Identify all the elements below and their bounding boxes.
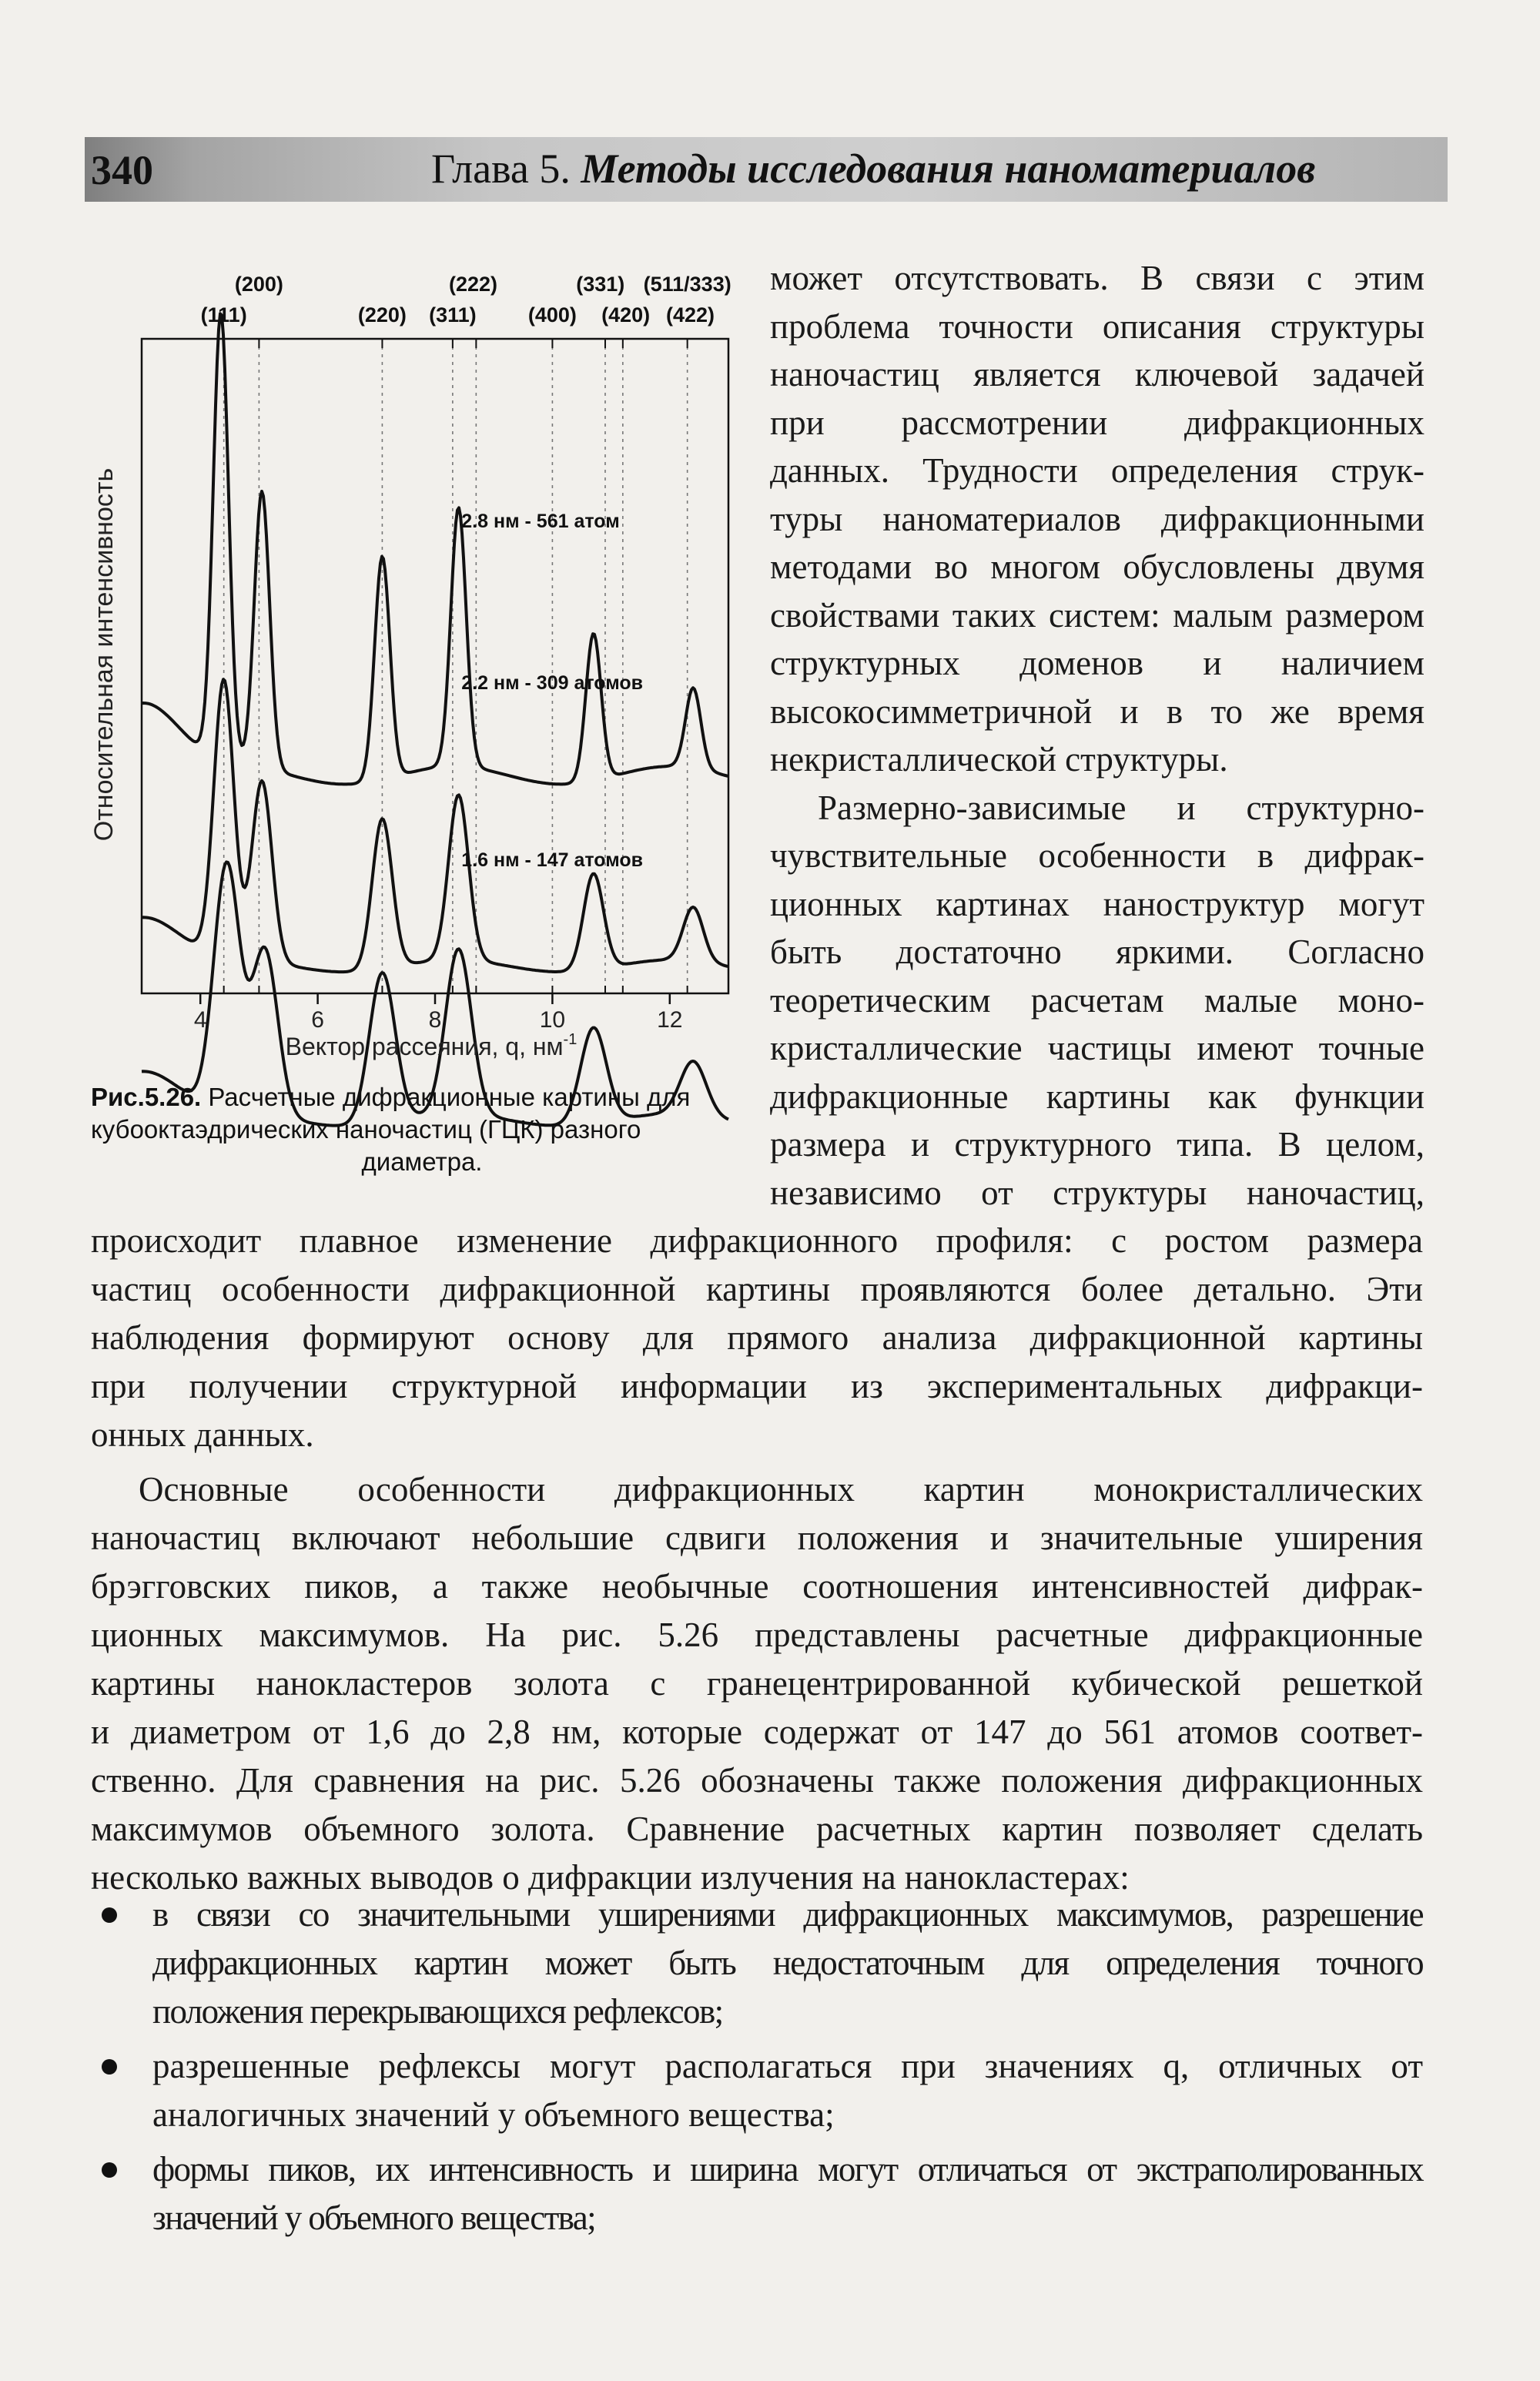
diffraction-figure <box>77 254 755 1060</box>
bullet-line: разрешенные рефлексы могут располагаться при значениях q, отличных от <box>152 2047 1423 2085</box>
reflection-label-bottom: (311) <box>429 303 477 327</box>
bullet-list <box>91 1890 1423 2249</box>
right-column-line: независимо от структуры наночастиц, <box>770 1173 1424 1212</box>
reflection-label-top: (222) <box>449 273 498 296</box>
x-axis-label <box>286 1031 578 1060</box>
x-tick-label: 4 <box>193 1007 207 1033</box>
body-line: онных данных. <box>91 1415 314 1454</box>
reflection-label-bottom: (400) <box>527 303 577 327</box>
right-column-line: методами во многом обусловлены двумя <box>770 548 1424 586</box>
x-tick-label: 12 <box>657 1007 683 1033</box>
series-line <box>142 679 728 972</box>
caption-line-2: кубооктаэдрических наночастиц (ГЦК) разного <box>91 1115 641 1144</box>
page-number: 340 <box>91 147 153 193</box>
x-axis-label-text: Вектор рассеяния, q, нм <box>285 1033 564 1060</box>
body-line: максимумов объемного золота. Сравнение расчетных картин позволяет сделать <box>91 1810 1423 1848</box>
body-line: ционных максимумов. На рис. 5.26 представлены расчетные дифракционные <box>91 1616 1423 1654</box>
right-column-line: данных. Трудности определения струк- <box>770 451 1424 490</box>
right-column-line: быть достаточно яркими. Согласно <box>770 933 1424 971</box>
running-head <box>431 145 1315 193</box>
series-label: 1.6 нм - 147 атомов <box>461 849 644 871</box>
reflection-label-top: (200) <box>234 273 283 296</box>
body-line: при получении структурной информации из экспериментальных дифракци- <box>91 1367 1423 1405</box>
right-column-line: высокосимметричной и в то же время <box>770 692 1424 731</box>
body-line: Основные особенности дифракционных картин монокристаллических <box>139 1470 1423 1509</box>
x-tick-label: 10 <box>539 1007 566 1033</box>
body-line: происходит плавное изменение дифракционного профиля: с ростом размера <box>91 1221 1423 1260</box>
body-line: наночастиц включают небольшие сдвиги положения и значительные уширения <box>91 1519 1423 1557</box>
y-axis-label: Относительная интенсивность <box>89 467 119 842</box>
bullet-line: формы пиков, их интенсивность и ширина могут отличаться от экстраполированных <box>152 2150 1423 2188</box>
bullet-item <box>91 2145 1423 2242</box>
diffraction-chart <box>77 254 755 1060</box>
right-column-line: проблема точности описания структуры <box>770 306 1424 346</box>
bullet-dot-icon <box>102 2059 117 2075</box>
chapter-title: Методы исследования наноматериалов <box>581 146 1316 192</box>
caption-number: Рис.5.26. <box>91 1083 202 1111</box>
reflection-label-bottom: (422) <box>665 303 715 327</box>
right-column-line: размера и структурного типа. В целом, <box>770 1125 1424 1164</box>
bullet-line: в связи со значительными уширениями дифракционных максимумов, разрешение <box>152 1895 1423 1934</box>
right-column-line: кристаллические частицы имеют точные <box>770 1029 1424 1067</box>
bullet-line: дифракционных картин может быть недостаточным для определения точного <box>152 1944 1423 1982</box>
body-line: брэгговских пиков, а также необычные соотношения интенсивностей дифрак- <box>91 1567 1423 1606</box>
caption-line-3: диаметра. <box>361 1147 483 1176</box>
right-column-line: чувствительные особенности в дифрак- <box>770 836 1424 875</box>
right-column-line: теоретическим расчетам малые моно- <box>770 980 1424 1020</box>
right-column-line: структурных доменов и наличием <box>770 644 1424 682</box>
reflection-label-bottom: (220) <box>357 303 407 327</box>
body-line: ственно. Для сравнения на рис. 5.26 обозначены также положения дифракционных <box>91 1761 1423 1800</box>
x-tick-label: 6 <box>311 1007 324 1033</box>
reflection-label-top: (331) <box>576 273 625 296</box>
right-column-line: некристаллической структуры. <box>770 740 1228 779</box>
bullet-dot-icon <box>102 2162 117 2178</box>
body-line: частиц особенности дифракционной картины проявляются более детально. Эти <box>91 1270 1423 1308</box>
right-column-line: свойствами таких систем: малым размером <box>770 595 1424 635</box>
caption-line-1: Расчетные дифракционные картины для <box>208 1083 691 1111</box>
right-column-line: туры наноматериалов дифракционными <box>770 499 1424 538</box>
figure-caption <box>91 1081 753 1178</box>
bullet-line: значений у объемного вещества; <box>152 2198 596 2237</box>
body-line: и диаметром от 1,6 до 2,8 нм, которые содержат от 147 до 561 атомов соответ- <box>91 1713 1423 1751</box>
body-line: несколько важных выводов о дифракции излучения на нанокластерах: <box>91 1858 1130 1897</box>
reflection-label-top: (511/333) <box>643 273 732 296</box>
right-column-line: Размерно-зависимые и структурно- <box>818 788 1424 827</box>
right-column-line: может отсутствовать. В связи с этим <box>770 259 1424 297</box>
right-column-line: наночастиц является ключевой задачей <box>770 355 1424 393</box>
bullet-line: положения перекрывающихся рефлексов; <box>152 1992 723 2031</box>
bullet-dot-icon <box>102 1907 117 1923</box>
chapter-number: Глава 5. <box>431 146 571 192</box>
right-column-line: при рассмотрении дифракционных <box>770 403 1424 442</box>
x-tick-label: 8 <box>428 1007 442 1033</box>
right-column-text <box>770 254 1424 1217</box>
right-column-line: дифракционные картины как функции <box>770 1077 1424 1116</box>
bullet-item <box>91 2042 1423 2139</box>
bullet-item <box>91 1890 1423 2036</box>
bullet-line: аналогичных значений у объемного вещества; <box>152 2095 835 2134</box>
reflection-label-bottom: (420) <box>601 303 651 327</box>
body-line: наблюдения формируют основу для прямого анализа дифракционной картины <box>91 1318 1423 1357</box>
body-text <box>91 1217 1423 1902</box>
body-line: картины нанокластеров золота с гранецентрированной кубической решеткой <box>91 1664 1423 1703</box>
x-axis-label-sup: -1 <box>563 1031 578 1048</box>
right-column-line: ционных картинах наноструктур могут <box>770 884 1424 923</box>
series-label: 2.8 нм - 561 атом <box>461 511 620 532</box>
series-label: 2.2 нм - 309 атомов <box>461 672 644 694</box>
reflection-label-bottom: (111) <box>200 303 247 327</box>
plot-frame <box>142 339 728 993</box>
